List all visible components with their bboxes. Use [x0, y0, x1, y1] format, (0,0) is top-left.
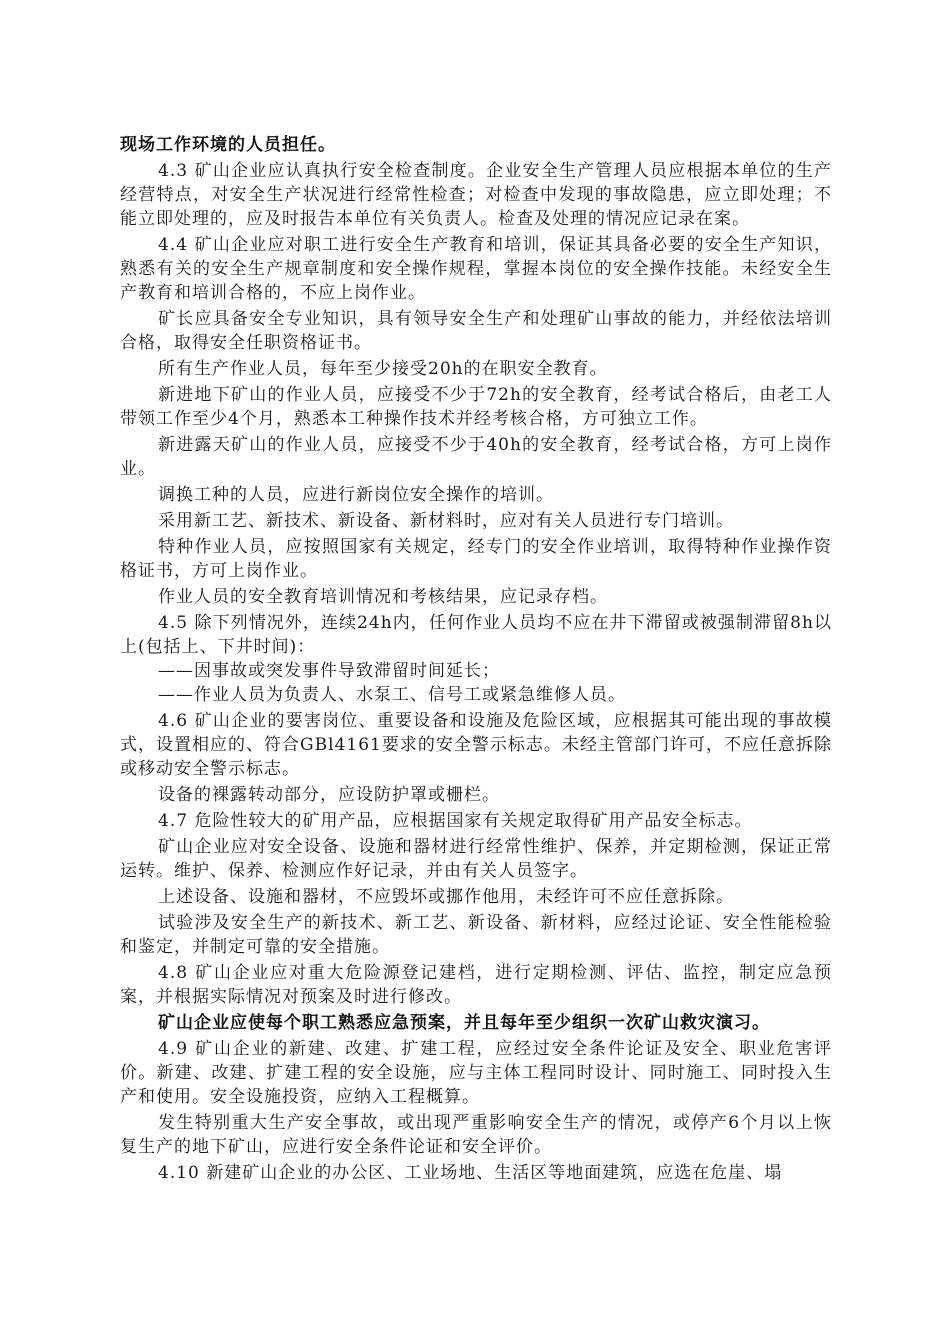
- list-item-accident-delay: ——因事故或突发事件导致滞留时间延长；: [158, 661, 500, 681]
- paragraph-special-operators: 特种作业人员，应按照国家有关规定，经专门的安全作业培训，取得特种作业操作资格证书，方可上岗作业。: [120, 537, 832, 581]
- paragraph-open-pit-new-staff: 新进露天矿山的作业人员，应接受不少于40h的安全教育，经考试合格，方可上岗作业。: [120, 435, 832, 479]
- document-body: [120, 133, 832, 1185]
- paragraph-underground-new-staff: 新进地下矿山的作业人员，应接受不少于72h的安全教育，经考试合格后，由老工人带领工作至少4个月，熟悉本工种操作技术并经考核合格，方可独立工作。: [120, 385, 832, 429]
- paragraph-4-6: 4.6 矿山企业的要害岗位、重要设备和设施及危险区域，应根据其可能出现的事故模式，设置相应的、符合GBl4161要求的安全警示标志。未经主管部门许可，不应任意拆除或移动安全警示标志。: [120, 711, 832, 779]
- list-item-responsible-personnel: ——作业人员为负责人、水泵工、信号工或紧急维修人员。: [158, 685, 626, 705]
- paragraph-testing: 试验涉及安全生产的新技术、新工艺、新设备、新材料，应经过论证、安全性能检验和鉴定，并制定可靠的安全措施。: [120, 913, 832, 957]
- paragraph-new-technology: 采用新工艺、新技术、新设备、新材料时，应对有关人员进行专门培训。: [158, 511, 734, 531]
- paragraph-annual-training: 所有生产作业人员，每年至少接受20h的在职安全教育。: [158, 359, 608, 379]
- paragraph-mine-director: 矿长应具备安全专业知识，具有领导安全生产和处理矿山事故的能力，并经依法培训合格，取得安全任职资格证书。: [120, 309, 832, 353]
- paragraph-training-records: 作业人员的安全教育培训情况和考核结果，应记录存档。: [158, 587, 608, 607]
- paragraph-4-8: 4.8 矿山企业应对重大危险源登记建档，进行定期检测、评估、监控，制定应急预案，并根据实际情况对预案及时进行修改。: [120, 963, 832, 1007]
- paragraph-4-7: 4.7 危险性较大的矿用产品，应根据国家有关规定取得矿用产品安全标志。: [158, 811, 753, 831]
- paragraph-4-4: 4.4 矿山企业应对职工进行安全生产教育和培训，保证其具备必要的安全生产知识，熟悉有关的安全生产规章制度和安全操作规程，掌握本岗位的安全操作技能。未经安全生产教育和培训合格的，不应上岗作业。: [120, 235, 832, 303]
- paragraph-4-10: 4.10 新建矿山企业的办公区、工业场地、生活区等地面建筑，应选在危崖、塌: [158, 1163, 783, 1183]
- paragraph-job-change: 调换工种的人员，应进行新岗位安全操作的培训。: [158, 485, 554, 505]
- paragraph-emergency-drill: 矿山企业应使每个职工熟悉应急预案，并且每年至少组织一次矿山救灾演习。: [158, 1013, 770, 1033]
- paragraph-4-5: 4.5 除下列情况外，连续24h内，任何作业人员均不应在井下滞留或被强制滞留8h以上(包括上、下井时间)：: [120, 613, 832, 657]
- paragraph-maintenance: 矿山企业应对安全设备、设施和器材进行经常性维护、保养，并定期检测，保证正常运转。维护、保养、检测应作好记录，并由有关人员签字。: [120, 837, 832, 881]
- paragraph-safety-evaluation: 发生特别重大生产安全事故，或出现严重影响安全生产的情况，或停产6个月以上恢复生产的地下矿山，应进行安全条件论证和安全评价。: [120, 1113, 832, 1157]
- paragraph-4-3: 4.3 矿山企业应认真执行安全检查制度。企业安全生产管理人员应根据本单位的生产经营特点，对安全生产状况进行经常性检查；对检查中发现的事故隐患，应立即处理；不能立即处理的，应及时报告本单位有关负责人。检查及处理的情况应记录在案。: [120, 161, 832, 229]
- paragraph-no-damage: 上述设备、设施和器材，不应毁坏或挪作他用，未经许可不应任意拆除。: [158, 887, 734, 907]
- paragraph-continuation: 现场工作环境的人员担任。: [120, 135, 336, 155]
- paragraph-4-9: 4.9 矿山企业的新建、改建、扩建工程，应经过安全条件论证及安全、职业危害评价。新建、改建、扩建工程的安全设施，应与主体工程同时设计、同时施工、同时投入生产和使用。安全设施投资，应纳入工程概算。: [120, 1039, 832, 1107]
- paragraph-guards: 设备的裸露转动部分，应设防护罩或栅栏。: [158, 785, 500, 805]
